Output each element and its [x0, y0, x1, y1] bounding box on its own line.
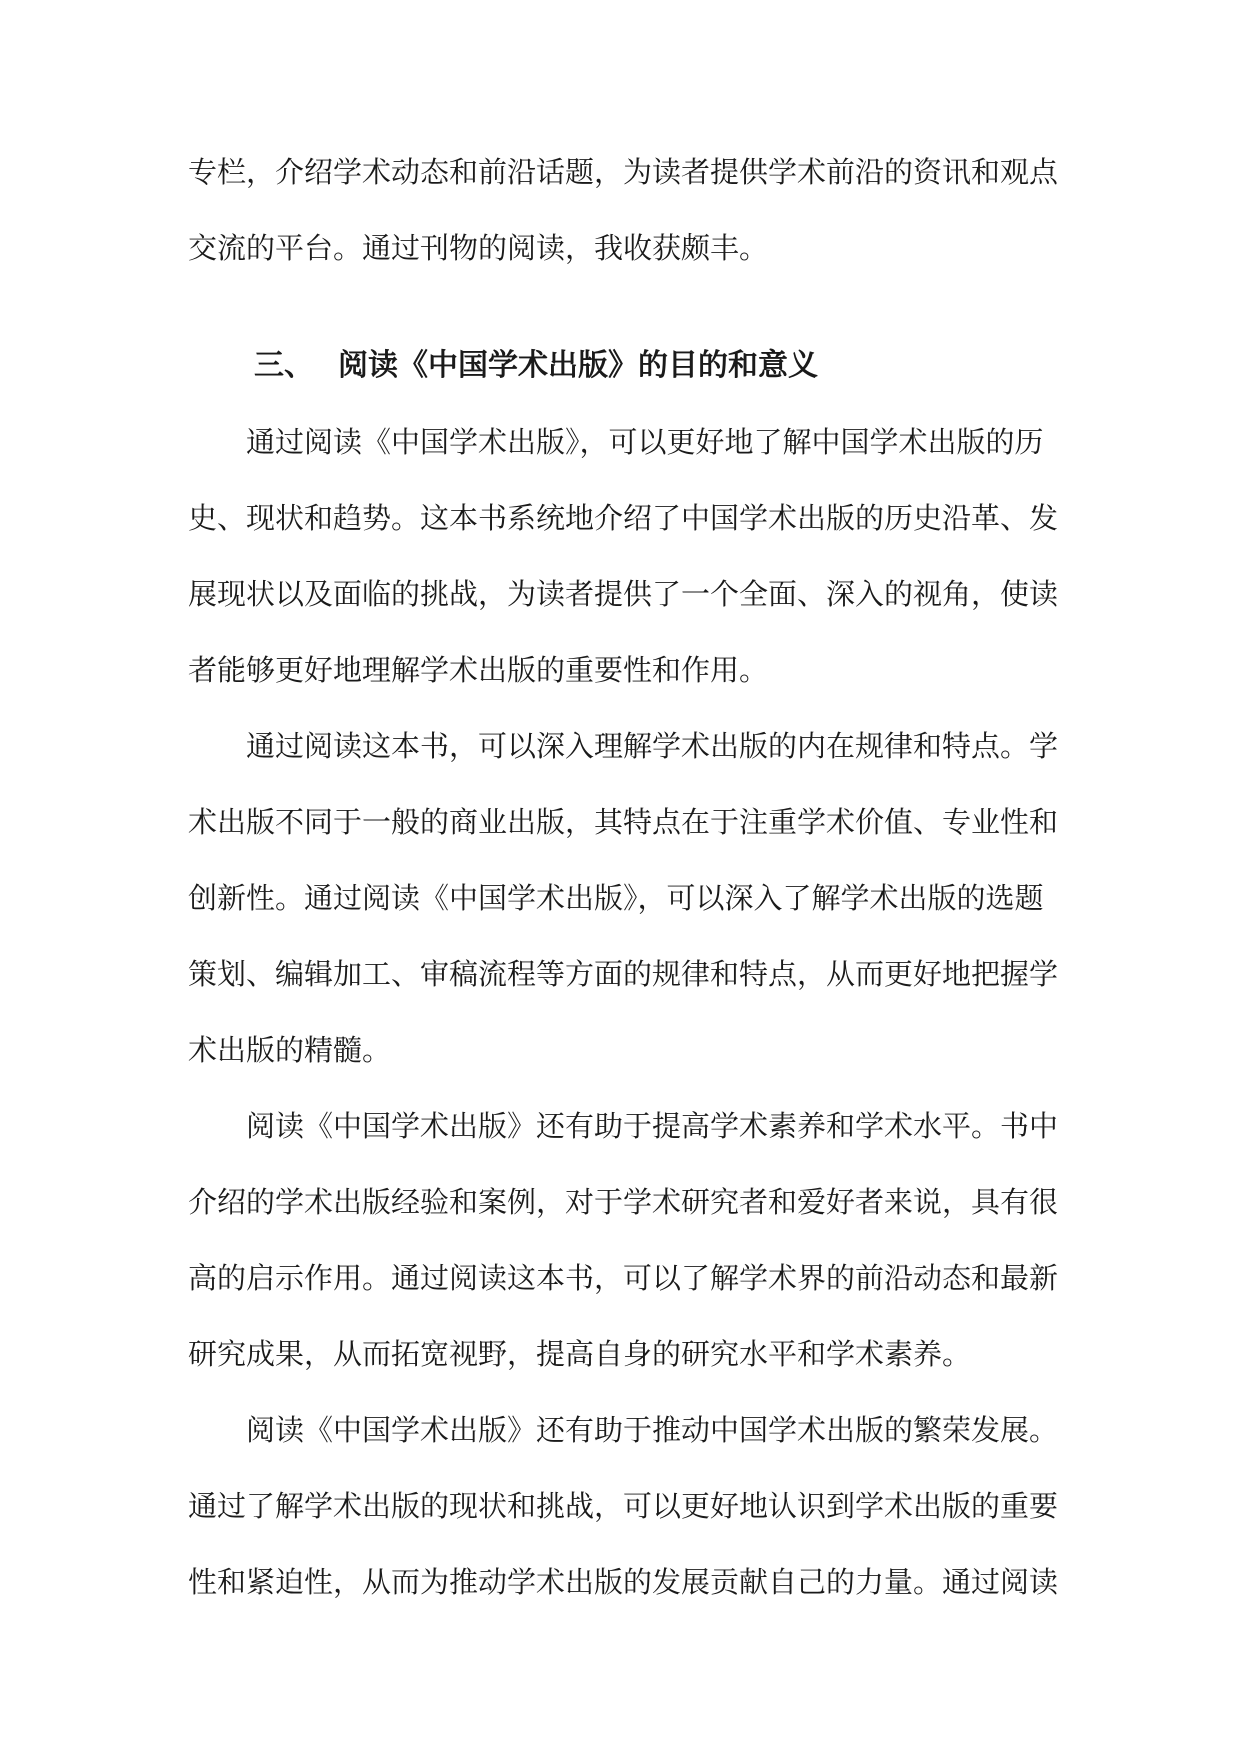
body-line: 展现状以及面临的挑战，为读者提供了一个全面、深入的视角，使读: [188, 577, 1059, 611]
body-line: 通过阅读《中国学术出版》，可以更好地了解中国学术出版的历: [246, 425, 1044, 459]
paragraph: [188, 412, 1059, 716]
paragraph: [188, 716, 1059, 1096]
body-line: 术出版不同于一般的商业出版，其特点在于注重学术价值、专业性和: [188, 805, 1059, 839]
paragraph: [188, 1400, 1059, 1628]
body-line: 阅读《中国学术出版》还有助于推动中国学术出版的繁荣发展。: [246, 1413, 1059, 1447]
document-body: [188, 142, 1059, 1628]
body-line: 创新性。通过阅读《中国学术出版》，可以深入了解学术出版的选题: [188, 881, 1044, 915]
body-line: 研究成果，从而拓宽视野，提高自身的研究水平和学术素养。: [188, 1337, 972, 1371]
section-number: 三、: [254, 348, 314, 383]
body-line: 高的启示作用。通过阅读这本书，可以了解学术界的前沿动态和最新: [188, 1261, 1059, 1295]
paragraph: [188, 1096, 1059, 1400]
body-line: 性和紧迫性，从而为推动学术出版的发展贡献自己的力量。通过阅读: [188, 1565, 1059, 1599]
body-line: 者能够更好地理解学术出版的重要性和作用。: [188, 653, 769, 687]
section-title: 阅读《中国学术出版》的目的和意义: [338, 348, 818, 383]
body-line: 通过了解学术出版的现状和挑战，可以更好地认识到学术出版的重要: [188, 1489, 1059, 1523]
body-line: 策划、编辑加工、审稿流程等方面的规律和特点，从而更好地把握学: [188, 957, 1059, 991]
body-line: 术出版的精髓。: [188, 1033, 392, 1067]
body-line: 通过阅读这本书，可以深入理解学术出版的内在规律和特点。学: [246, 729, 1059, 763]
body-line: 史、现状和趋势。这本书系统地介绍了中国学术出版的历史沿革、发: [188, 501, 1059, 535]
body-line: 介绍的学术出版经验和案例，对于学术研究者和爱好者来说，具有很: [188, 1185, 1059, 1219]
body-line: 阅读《中国学术出版》还有助于提高学术素养和学术水平。书中: [246, 1109, 1059, 1143]
body-line: 专栏，介绍学术动态和前沿话题，为读者提供学术前沿的资讯和观点: [188, 155, 1059, 189]
body-line: 交流的平台。通过刊物的阅读，我收获颇丰。: [188, 231, 769, 265]
section-heading: [188, 336, 1056, 412]
